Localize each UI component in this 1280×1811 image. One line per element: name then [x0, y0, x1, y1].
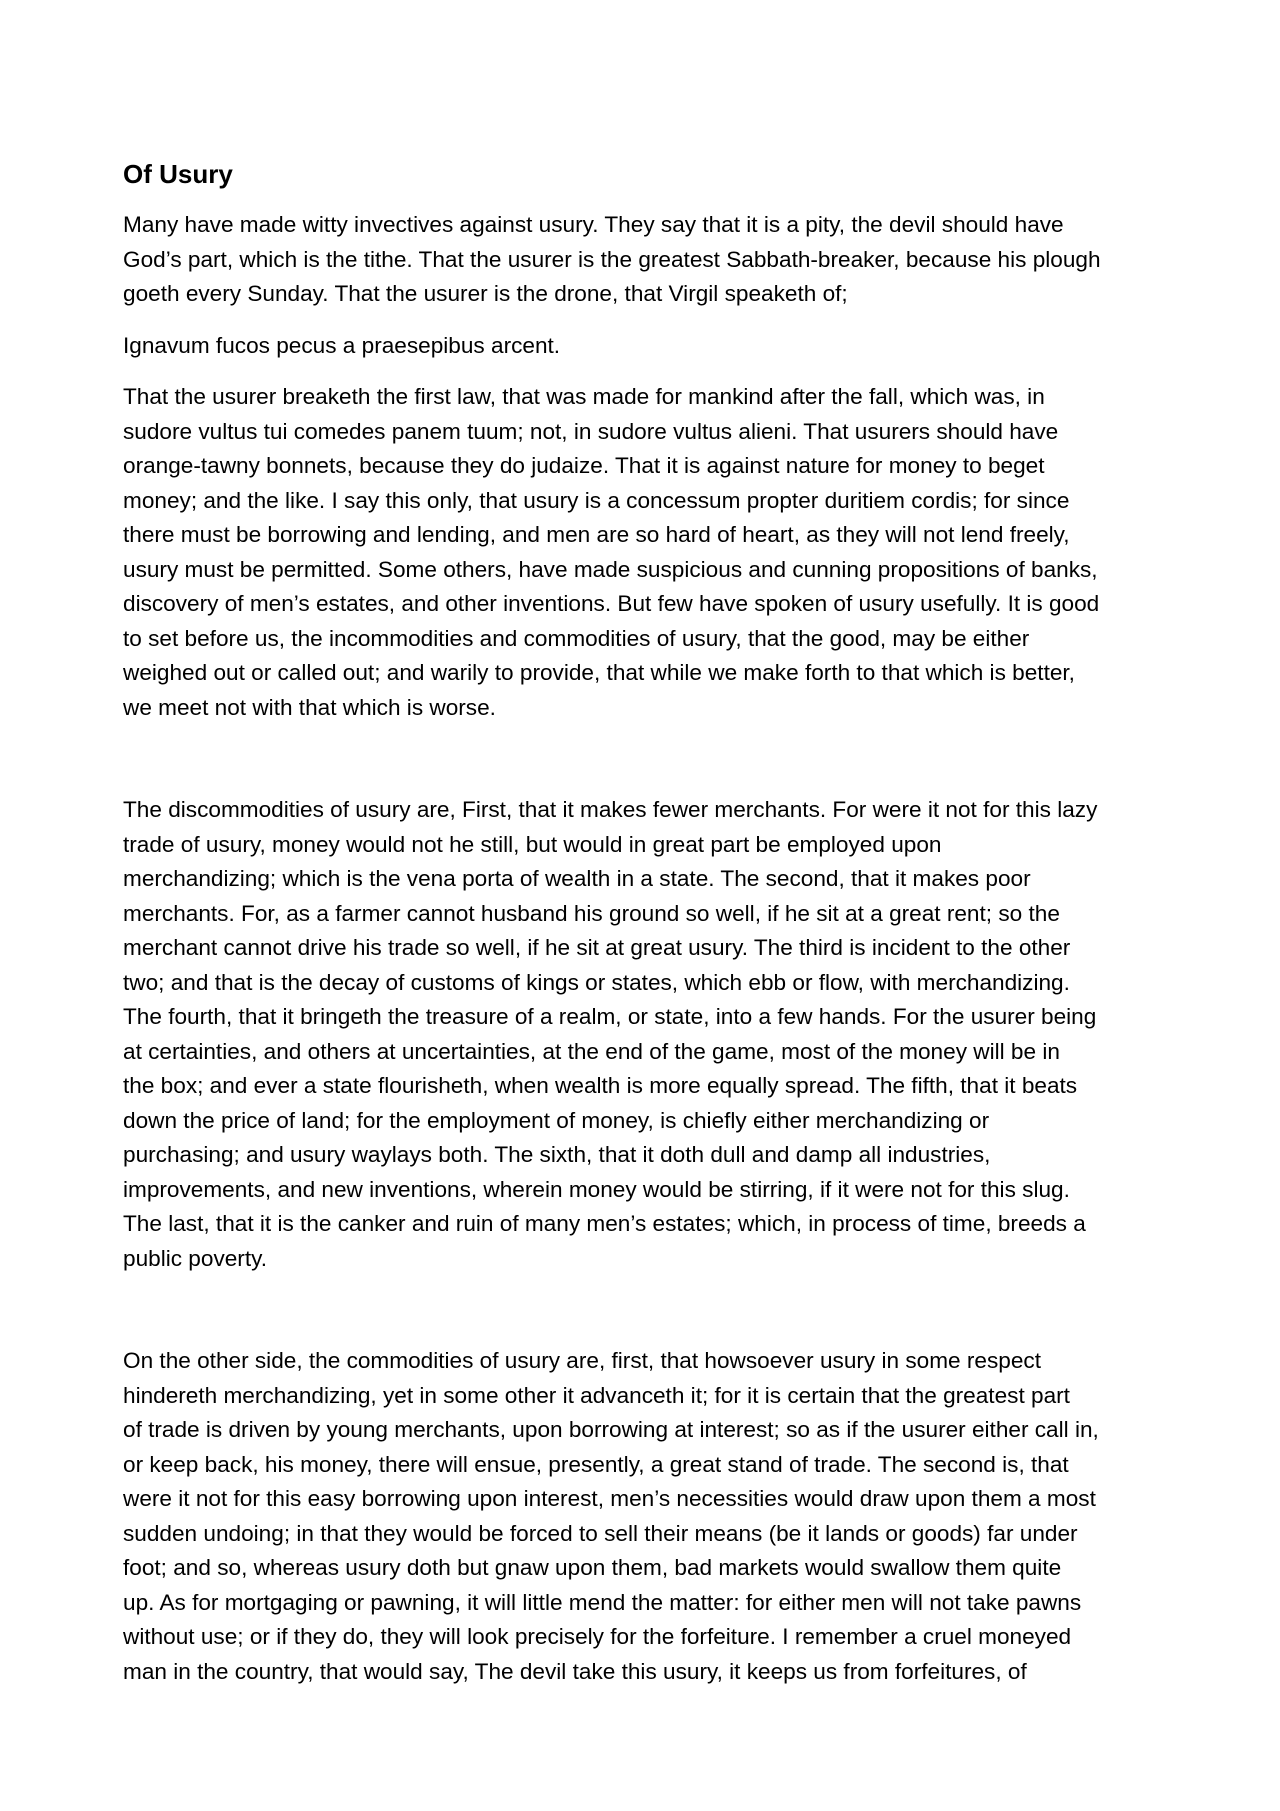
text-line: or keep back, his money, there will ensue, presently, a great stand of trade. The second is, that [123, 1451, 1069, 1477]
text-line: merchandizing; which is the vena porta of wealth in a state. The second, that it makes poor [123, 866, 1031, 891]
text-line: down the price of land; for the employment of money, is chiefly either merchandizing or [123, 1107, 990, 1133]
text-line: God’s part, which is the tithe. That the usurer is the greatest Sabbath-breaker, because his plough [123, 246, 1101, 272]
paragraph-1 [123, 208, 1168, 312]
text-line: improvements, and new inventions, wherein money would be stirring, if it were not for this slug. [123, 1176, 1070, 1202]
text-line: Many have made witty invectives against usury. They say that it is a pity, the devil should have [123, 212, 1064, 237]
text-line: at certainties, and others at uncertainties, at the end of the game, most of the money will be in [123, 1038, 1060, 1064]
text-line: orange-tawny bonnets, because they do judaize. That it is against nature for money to beget [123, 453, 1045, 478]
document-title: Of Usury [123, 159, 233, 189]
text-line: On the other side, the commodities of usury are, first, that howsoever usury in some respect [123, 1348, 1041, 1373]
text-line: without use; or if they do, they will look precisely for the forfeiture. I remember a cruel moneyed [123, 1624, 1072, 1649]
text-line: The last, that it is the canker and ruin of many men’s estates; which, in process of time, breeds a [123, 1211, 1086, 1236]
text-line: were it not for this easy borrowing upon interest, men’s necessities would draw upon them a most [123, 1486, 1096, 1511]
text-line: money; and the like. I say this only, that usury is a concessum propter duritiem cordis; for since [123, 487, 1070, 513]
text-line: sudore vultus tui comedes panem tuum; not, in sudore vultus alieni. That usurers should have [123, 418, 1059, 444]
text-line: merchants. For, as a farmer cannot husband his ground so well, if he sit at a great rent; so the [123, 900, 1060, 926]
text-line: there must be borrowing and lending, and men are so hard of heart, as they will not lend freely, [123, 522, 1070, 547]
text-line: The discommodities of usury are, First, that it makes fewer merchants. For were it not for this lazy [123, 797, 1098, 822]
text-line: sudden undoing; in that they would be forced to sell their means (be it lands or goods) far under [123, 1520, 1078, 1546]
text-line: goeth every Sunday. That the usurer is the drone, that Virgil speaketh of; [123, 281, 848, 306]
paragraph-2-quote [123, 329, 1168, 364]
text-line: to set before us, the incommodities and commodities of usury, that the good, may be either [123, 625, 1030, 651]
text-line: trade of usury, money would not he still, but would in great part be employed upon [123, 831, 942, 857]
document-page [123, 152, 1168, 1689]
text-line: weighed out or called out; and warily to provide, that while we make forth to that which is better, [123, 660, 1075, 685]
text-line: man in the country, that would say, The devil take this usury, it keeps us from forfeitures, of [123, 1658, 1027, 1684]
text-line: the box; and ever a state flourisheth, when wealth is more equally spread. The fifth, that it beats [123, 1073, 1078, 1098]
text-line: merchant cannot drive his trade so well, if he sit at great usury. The third is incident to the other [123, 935, 1071, 960]
text-line: of trade is driven by young merchants, upon borrowing at interest; so as if the usurer either call in, [123, 1417, 1099, 1442]
text-line: public poverty. [123, 1245, 268, 1271]
text-line: usury must be permitted. Some others, have made suspicious and cunning propositions of banks, [123, 556, 1098, 582]
text-line: two; and that is the decay of customs of kings or states, which ebb or flow, with merchandizing. [123, 969, 1070, 995]
text-line: The fourth, that it bringeth the treasure of a realm, or state, into a few hands. For the usurer being [123, 1004, 1097, 1029]
text-line: hindereth merchandizing, yet in some other it advanceth it; for it is certain that the greatest part [123, 1382, 1070, 1408]
text-line: purchasing; and usury waylays both. The sixth, that it doth dull and damp all industries, [123, 1142, 991, 1167]
text-line: discovery of men’s estates, and other inventions. But few have spoken of usury usefully. It is good [123, 591, 1100, 616]
text-line: we meet not with that which is worse. [123, 694, 496, 720]
paragraph-3 [123, 380, 1168, 725]
paragraph-4 [123, 793, 1168, 1276]
text-line: Ignavum fucos pecus a praesepibus arcent. [123, 332, 561, 358]
text-line: foot; and so, whereas usury doth but gnaw upon them, bad markets would swallow them quite [123, 1555, 1062, 1580]
text-line: up. As for mortgaging or pawning, it will little mend the matter: for either men will not take pawns [123, 1589, 1082, 1615]
paragraph-5 [123, 1344, 1168, 1689]
text-line: That the usurer breaketh the first law, that was made for mankind after the fall, which was, in [123, 384, 1045, 409]
